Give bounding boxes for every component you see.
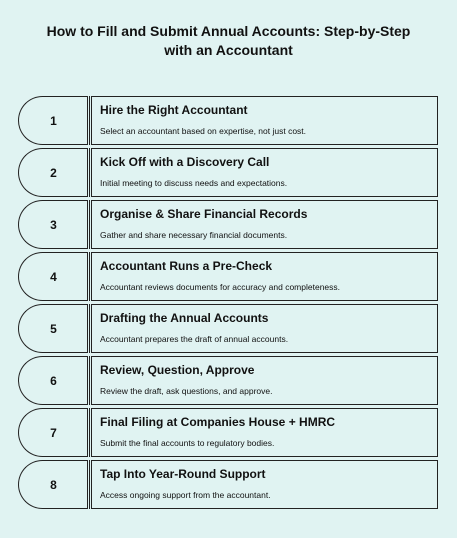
step-connector	[87, 200, 90, 249]
step-number: 6	[18, 356, 88, 405]
step-title: Organise & Share Financial Records	[100, 207, 308, 221]
step-connector	[87, 408, 90, 457]
step-content	[91, 148, 438, 197]
step-content	[91, 408, 438, 457]
steps-list	[18, 96, 438, 512]
step-title: Tap Into Year-Round Support	[100, 467, 266, 481]
step-description: Review the draft, ask questions, and approve.	[100, 386, 273, 396]
step-6	[18, 356, 438, 408]
step-8	[18, 460, 438, 512]
step-5	[18, 304, 438, 356]
step-description: Initial meeting to discuss needs and expectations.	[100, 178, 288, 188]
step-content	[91, 96, 438, 145]
step-title: Final Filing at Companies House + HMRC	[100, 415, 336, 429]
step-number: 8	[18, 460, 88, 509]
step-number: 1	[18, 96, 88, 145]
step-content	[91, 304, 438, 353]
step-number: 4	[18, 252, 88, 301]
step-connector	[87, 96, 90, 145]
step-description: Select an accountant based on expertise, not just cost.	[100, 126, 307, 136]
step-connector	[87, 252, 90, 301]
step-number: 2	[18, 148, 88, 197]
step-connector	[87, 460, 90, 509]
step-title: Kick Off with a Discovery Call	[100, 155, 270, 169]
step-description: Access ongoing support from the accountant.	[100, 490, 271, 500]
step-number: 3	[18, 200, 88, 249]
step-title: Drafting the Annual Accounts	[100, 311, 269, 325]
step-description: Accountant prepares the draft of annual accounts.	[100, 334, 289, 344]
step-description: Accountant reviews documents for accuracy and completeness.	[100, 282, 341, 292]
step-1	[18, 96, 438, 148]
step-content	[91, 200, 438, 249]
step-description: Submit the final accounts to regulatory bodies.	[100, 438, 275, 448]
step-7	[18, 408, 438, 460]
step-connector	[87, 148, 90, 197]
step-content	[91, 460, 438, 509]
diagram-title: How to Fill and Submit Annual Accounts: Step-by-Step with an Accountant	[46, 23, 411, 58]
step-content	[91, 356, 438, 405]
step-3	[18, 200, 438, 252]
step-content	[91, 252, 438, 301]
step-description: Gather and share necessary financial documents.	[100, 230, 288, 240]
step-connector	[87, 356, 90, 405]
step-title: Hire the Right Accountant	[100, 103, 248, 117]
step-2	[18, 148, 438, 200]
step-4	[18, 252, 438, 304]
step-connector	[87, 304, 90, 353]
step-title: Accountant Runs a Pre-Check	[100, 259, 273, 273]
step-number: 5	[18, 304, 88, 353]
step-title: Review, Question, Approve	[100, 363, 255, 377]
step-number: 7	[18, 408, 88, 457]
